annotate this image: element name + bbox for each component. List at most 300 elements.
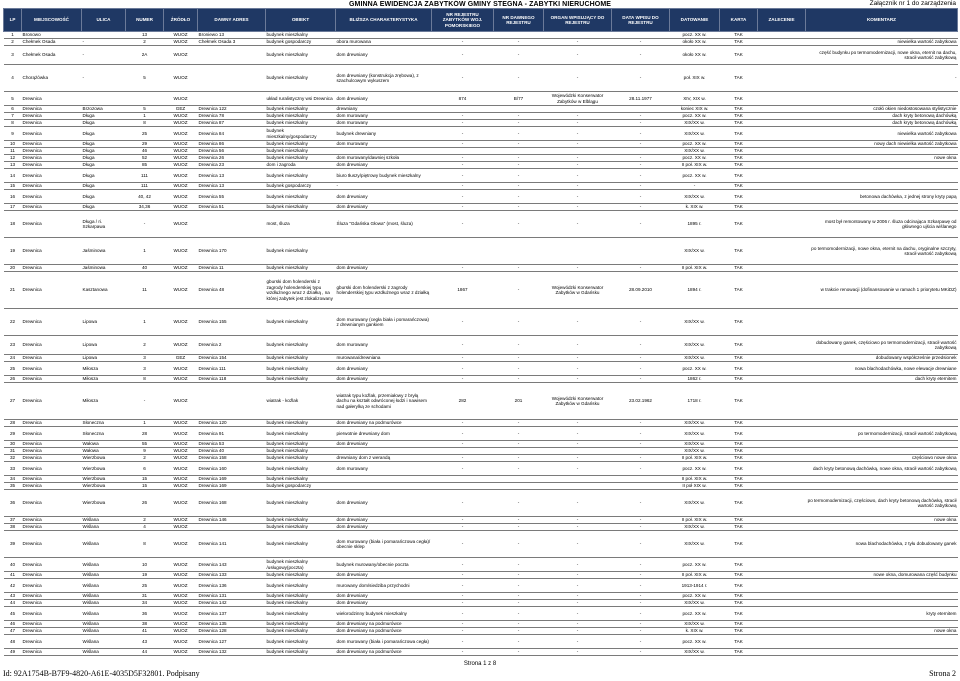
table-cell: - <box>494 272 544 309</box>
table-cell: TAK <box>720 106 758 113</box>
table-cell: nowe okna <box>806 628 958 635</box>
table-cell: - <box>494 593 544 600</box>
table-cell: WUOZ <box>164 183 198 190</box>
table-cell: 5 <box>126 65 164 92</box>
table-cell: XIX/XX w. <box>670 336 720 355</box>
table-cell <box>758 427 806 441</box>
table-cell: - <box>82 39 126 46</box>
table-cell: 33 <box>4 462 22 476</box>
table-cell <box>758 490 806 517</box>
table-cell: - <box>432 39 494 46</box>
table-cell: obora murowana <box>336 39 432 46</box>
table-cell <box>806 204 958 211</box>
table-cell: - <box>544 65 612 92</box>
table-row <box>4 621 958 628</box>
table-cell: budynek mieszkalny <box>266 336 336 355</box>
table-cell: 8 <box>126 531 164 558</box>
table-cell: Drewnica 91 <box>198 427 266 441</box>
table-row <box>4 476 958 483</box>
table-cell: - <box>494 462 544 476</box>
table-cell: dom drewniany <box>336 362 432 376</box>
table-cell: Wiślana <box>82 593 126 600</box>
table-cell <box>612 106 670 113</box>
table-cell: Drewnica <box>22 92 82 106</box>
table-cell: budynek mieszkalny /usługowy(poczta) <box>266 558 336 572</box>
table-cell: budynek mieszkalny <box>266 621 336 628</box>
table-cell: - <box>612 355 670 362</box>
table-cell: 8 <box>4 120 22 127</box>
table-cell <box>432 106 494 113</box>
table-cell: Drewnica 168 <box>198 490 266 517</box>
table-cell: 9 <box>4 127 22 141</box>
column-header: DATOWANIE <box>670 9 720 32</box>
table-cell: 29 <box>126 141 164 148</box>
table-cell: gburski dom holenderski z zagrody holenderskiej typu wzdłużnego wraz z działką <box>336 272 432 309</box>
table-cell: po termomodernizacji, nowe okna, eternit na dachu, oryginalne szczyty, stracił wartość zabytkową <box>806 238 958 265</box>
table-cell: Wiślana <box>82 579 126 593</box>
monuments-table <box>3 8 958 656</box>
table-cell <box>82 92 126 106</box>
table-cell: 28 <box>4 420 22 427</box>
table-cell: - <box>432 517 494 524</box>
table-cell: WUOZ <box>164 162 198 169</box>
column-header: LP <box>4 9 22 32</box>
table-cell: budynek mieszkalny <box>266 141 336 148</box>
table-cell: 15 <box>126 483 164 490</box>
table-cell: - <box>612 628 670 635</box>
table-cell: pocz. XX w. <box>670 558 720 572</box>
table-row <box>4 32 958 39</box>
table-cell: - <box>82 46 126 65</box>
table-cell: - <box>612 211 670 238</box>
table-cell: nowa blachodachówka, nowe elewacje drewniane <box>806 362 958 376</box>
table-cell: budynek mieszkalny <box>266 420 336 427</box>
table-cell: 1 <box>126 113 164 120</box>
table-cell: 11 <box>126 272 164 309</box>
table-cell: 874 <box>432 92 494 106</box>
table-cell: kryty eternitem <box>806 607 958 621</box>
table-cell: - <box>544 524 612 531</box>
table-row <box>4 46 958 65</box>
table-cell: WUOZ <box>164 572 198 579</box>
table-cell: - <box>544 155 612 162</box>
table-cell: Wiślana <box>82 524 126 531</box>
table-cell: - <box>612 635 670 649</box>
table-cell <box>806 162 958 169</box>
table-cell <box>544 238 612 265</box>
table-cell: dom drewniany <box>336 190 432 204</box>
table-cell <box>758 39 806 46</box>
table-cell: dom drewniany (konstrukcja zrębowa), z szachulcowym wykuszem <box>336 65 432 92</box>
table-cell: - <box>494 376 544 383</box>
table-cell <box>758 483 806 490</box>
table-cell: WUOZ <box>164 169 198 183</box>
table-cell: TAK <box>720 420 758 427</box>
table-cell: 2 <box>126 455 164 462</box>
table-cell <box>758 524 806 531</box>
table-cell <box>806 635 958 649</box>
table-cell: Drewnica 137 <box>198 607 266 621</box>
table-cell: - <box>612 65 670 92</box>
table-cell: - <box>494 183 544 190</box>
table-cell: drewniany <box>336 106 432 113</box>
table-cell: XIX/XX w. <box>670 427 720 441</box>
table-cell: II poł. XIX w. <box>670 572 720 579</box>
table-cell: - <box>432 169 494 183</box>
table-cell: 8 <box>126 376 164 383</box>
table-cell: - <box>544 579 612 593</box>
table-row <box>4 120 958 127</box>
table-cell: WUOZ <box>164 92 198 106</box>
table-cell: Wiślana <box>82 607 126 621</box>
table-cell <box>758 265 806 272</box>
table-cell <box>126 92 164 106</box>
table-row <box>4 531 958 558</box>
table-cell <box>806 420 958 427</box>
table-cell: 34 <box>126 600 164 607</box>
table-row <box>4 448 958 455</box>
table-cell: Długa <box>82 169 126 183</box>
table-cell: - <box>612 490 670 517</box>
table-cell <box>758 531 806 558</box>
table-cell: - <box>544 427 612 441</box>
table-cell: budynek drewniany <box>336 127 432 141</box>
table-cell: - <box>336 183 432 190</box>
table-cell: - <box>544 531 612 558</box>
table-cell: - <box>432 113 494 120</box>
table-cell: układ ruralistyczny wsi Drewnica <box>266 92 336 106</box>
table-cell: TAK <box>720 148 758 155</box>
table-cell: Drewnica <box>22 593 82 600</box>
table-cell: Broniewo 13 <box>198 32 266 39</box>
table-cell <box>806 441 958 448</box>
table-row <box>4 628 958 635</box>
table-cell: 37 <box>4 517 22 524</box>
table-cell: 39 <box>4 531 22 558</box>
table-cell: TAK <box>720 155 758 162</box>
table-cell: - <box>494 127 544 141</box>
table-cell: 201 <box>494 383 544 420</box>
table-cell: 25 <box>126 579 164 593</box>
table-cell: 40 <box>4 558 22 572</box>
table-cell <box>758 204 806 211</box>
table-cell: Drewnica 2 <box>198 336 266 355</box>
table-cell <box>758 336 806 355</box>
table-cell: 38 <box>126 621 164 628</box>
table-cell: - <box>494 579 544 593</box>
table-cell: 2 <box>126 39 164 46</box>
table-cell: dom drewniany <box>336 593 432 600</box>
table-cell: budynek mieszkalny <box>266 362 336 376</box>
table-cell: Drewnica 78 <box>198 113 266 120</box>
table-cell: budynek mieszkalny <box>266 441 336 448</box>
table-cell: 25 <box>4 362 22 376</box>
table-cell <box>758 65 806 92</box>
table-cell <box>758 355 806 362</box>
table-cell: 26 <box>126 490 164 517</box>
table-cell: Drewnica 154 <box>198 355 266 362</box>
table-cell: budynek mieszkalny <box>266 476 336 483</box>
table-cell <box>198 211 266 238</box>
table-row <box>4 238 958 265</box>
table-cell: - <box>612 39 670 46</box>
table-cell: koniec XIX w. <box>670 106 720 113</box>
table-cell: dom drewniany <box>336 92 432 106</box>
table-row <box>4 490 958 517</box>
table-cell: Chełmek Osada <box>22 46 82 65</box>
table-cell: XIX/XX w. <box>670 148 720 155</box>
table-cell: 25 <box>126 127 164 141</box>
table-cell: II poł. XIX w. <box>670 265 720 272</box>
table-cell: - <box>612 204 670 211</box>
table-cell: Długa <box>82 155 126 162</box>
table-cell: - <box>494 621 544 628</box>
table-cell: WUOZ <box>164 272 198 309</box>
table-cell: budynek mieszkalny <box>266 635 336 649</box>
table-cell <box>758 113 806 120</box>
table-cell: budynek mieszkalny/gospodarczy <box>266 127 336 141</box>
table-cell <box>758 155 806 162</box>
table-cell: budynek mieszkalny <box>266 376 336 383</box>
table-cell: 282 <box>432 383 494 420</box>
table-cell: pocz. XX w. <box>670 462 720 476</box>
table-cell: - <box>612 607 670 621</box>
table-cell: 5 <box>126 106 164 113</box>
table-row <box>4 162 958 169</box>
table-cell <box>432 148 494 155</box>
table-cell <box>758 517 806 524</box>
table-cell: 111 <box>126 183 164 190</box>
table-header-row <box>4 9 958 32</box>
table-cell: - <box>494 155 544 162</box>
table-cell: - <box>494 141 544 148</box>
table-cell <box>758 462 806 476</box>
table-cell: WUOZ <box>164 621 198 628</box>
table-cell: - <box>494 558 544 572</box>
table-cell: WUOZ <box>164 607 198 621</box>
table-cell <box>758 148 806 155</box>
table-cell: TAK <box>720 600 758 607</box>
table-cell: - <box>494 309 544 336</box>
table-cell: dom murowany <box>336 141 432 148</box>
table-cell: 36 <box>126 607 164 621</box>
table-cell: WUOZ <box>164 427 198 441</box>
table-row <box>4 106 958 113</box>
table-cell: - <box>544 593 612 600</box>
column-header: NUMER <box>126 9 164 32</box>
table-cell: - <box>612 155 670 162</box>
table-cell: budynek mieszkalny <box>266 490 336 517</box>
table-cell: Drewnica 118 <box>198 376 266 383</box>
table-cell: Lipowa <box>82 355 126 362</box>
table-cell: Drewnica 120 <box>198 420 266 427</box>
table-cell: 2 <box>126 336 164 355</box>
table-cell <box>758 120 806 127</box>
table-cell: budynek mieszkalny <box>266 531 336 558</box>
table-cell: pocz. XX w. <box>670 635 720 649</box>
table-cell: - <box>432 635 494 649</box>
table-cell: 26 <box>4 376 22 383</box>
table-cell: XIX/XX w. <box>670 120 720 127</box>
table-cell: XIX/XX w. <box>670 190 720 204</box>
table-cell: dom murowany <box>336 113 432 120</box>
table-cell: dom i zagroda <box>266 162 336 169</box>
table-cell: XIX/XX w. <box>670 448 720 455</box>
table-cell <box>758 169 806 183</box>
table-cell: TAK <box>720 265 758 272</box>
table-cell: dom murowany (cegła biała i pomarańczowa) z drewnianym gankiem <box>336 309 432 336</box>
table-cell <box>758 183 806 190</box>
table-cell: Drewnica 86 <box>198 141 266 148</box>
table-cell: Drewnica <box>22 238 82 265</box>
table-cell: 1862 r. <box>670 376 720 383</box>
table-cell <box>494 106 544 113</box>
table-cell: k. XIX w. <box>670 204 720 211</box>
table-cell: TAK <box>720 211 758 238</box>
table-cell: dom drewniany <box>336 265 432 272</box>
table-cell: Drewnica <box>22 265 82 272</box>
table-cell: 14 <box>4 169 22 183</box>
table-cell <box>82 32 126 39</box>
table-row <box>4 441 958 448</box>
table-cell: - <box>544 649 612 656</box>
table-row <box>4 309 958 336</box>
table-cell: - <box>544 600 612 607</box>
table-cell: - <box>494 355 544 362</box>
table-cell <box>758 106 806 113</box>
table-cell: Drewnica <box>22 524 82 531</box>
table-cell: 3 <box>126 355 164 362</box>
table-cell: - <box>612 336 670 355</box>
table-cell: dom drewniany <box>336 376 432 383</box>
table-cell: biuro tłuszy/piętrowy budynek mieszkalny <box>336 169 432 183</box>
table-cell: budynek mieszkalny <box>266 32 336 39</box>
table-cell: Miłosza <box>82 376 126 383</box>
table-cell: Kasztanowa <box>82 272 126 309</box>
table-cell: TAK <box>720 455 758 462</box>
column-header: DAWNY ADRES <box>198 9 266 32</box>
table-cell: XIV, XIX w. <box>670 92 720 106</box>
table-cell: TAK <box>720 462 758 476</box>
table-cell: - <box>494 113 544 120</box>
table-cell: Chorążówka <box>22 65 82 92</box>
table-cell: - <box>544 420 612 427</box>
table-cell: Drewnica <box>22 148 82 155</box>
table-cell: niewielka wartość zabytkowa <box>806 127 958 141</box>
table-cell: 12 <box>4 155 22 162</box>
table-cell: - <box>432 309 494 336</box>
table-cell: murowana/drewniana <box>336 355 432 362</box>
table-cell: 20 <box>4 265 22 272</box>
table-cell <box>758 272 806 309</box>
table-cell <box>494 483 544 490</box>
table-cell: 9 <box>126 448 164 455</box>
table-row <box>4 572 958 579</box>
table-cell: Długa <box>82 204 126 211</box>
table-cell: TAK <box>720 92 758 106</box>
table-cell: WUOZ <box>164 155 198 162</box>
table-cell: - <box>494 607 544 621</box>
table-cell: Miłosza <box>82 383 126 420</box>
table-cell: WUOZ <box>164 362 198 376</box>
table-cell: Drewnica <box>22 141 82 148</box>
table-cell: Wierzbowa <box>82 490 126 517</box>
table-cell: Wojewódzki Konserwator Zabytków w Elblągu <box>544 92 612 106</box>
table-cell: 48 <box>4 635 22 649</box>
table-cell: 38 <box>4 524 22 531</box>
table-cell: WUOZ <box>164 455 198 462</box>
table-cell: 28 <box>126 427 164 441</box>
table-cell: dom drewniany <box>336 162 432 169</box>
table-cell: budynek mieszkalny <box>266 427 336 441</box>
table-cell: Drewnica <box>22 600 82 607</box>
table-cell: budynek mieszkalny <box>266 65 336 92</box>
table-cell: XIX/XX w. <box>670 531 720 558</box>
table-cell <box>758 141 806 148</box>
table-cell: Drewnica <box>22 462 82 476</box>
table-cell: TAK <box>720 376 758 383</box>
table-row <box>4 355 958 362</box>
table-cell: Wojewódzki Konserwator Zabytków w Gdańsku <box>544 383 612 420</box>
table-cell <box>806 649 958 656</box>
table-cell: II poł XIX w. <box>670 483 720 490</box>
table-cell: - <box>126 383 164 420</box>
table-cell: dach kryty betonową dachówką, nowe okna, stracił wartość zabytkową <box>806 462 958 476</box>
table-cell: - <box>494 517 544 524</box>
table-cell: Drewnica <box>22 120 82 127</box>
table-cell: 36 <box>4 490 22 517</box>
table-cell: Długa <box>82 148 126 155</box>
table-cell: - <box>432 183 494 190</box>
table-cell: 1 <box>126 420 164 427</box>
table-cell: Drewnica <box>22 490 82 517</box>
table-cell: drewniany dom z werandą <box>336 455 432 462</box>
table-cell: - <box>432 204 494 211</box>
table-cell: XIX/XX w. <box>670 600 720 607</box>
table-cell: Drewnica <box>22 572 82 579</box>
table-cell: - <box>432 162 494 169</box>
table-cell: - <box>494 455 544 462</box>
table-cell: II poł. XIX w. <box>670 162 720 169</box>
table-cell <box>806 558 958 572</box>
table-cell: TAK <box>720 383 758 420</box>
table-cell: II poł. XIX w. <box>670 455 720 462</box>
table-cell: TAK <box>720 476 758 483</box>
table-cell: WUOZ <box>164 127 198 141</box>
table-cell <box>198 383 266 420</box>
table-cell: Drewnica <box>22 427 82 441</box>
column-header: ŹRÓDŁO <box>164 9 198 32</box>
table-cell: XIX/XX w. <box>670 420 720 427</box>
table-cell: - <box>432 155 494 162</box>
table-cell: - <box>612 427 670 441</box>
table-cell <box>494 32 544 39</box>
table-cell: Drewnica <box>22 336 82 355</box>
table-cell: - <box>544 46 612 65</box>
table-cell: 10 <box>4 141 22 148</box>
table-cell: Drewnica 155 <box>198 309 266 336</box>
table-cell: 44 <box>4 600 22 607</box>
table-cell: Lipowa <box>82 309 126 336</box>
table-cell: Drewnica <box>22 362 82 376</box>
table-cell: Drewnica <box>22 383 82 420</box>
table-cell: WUOZ <box>164 383 198 420</box>
table-cell: dom murowany <box>336 336 432 355</box>
table-cell: wielorodzinny budynek mieszkalny <box>336 607 432 621</box>
table-cell: - <box>544 265 612 272</box>
table-row <box>4 190 958 204</box>
table-cell: WUOZ <box>164 517 198 524</box>
